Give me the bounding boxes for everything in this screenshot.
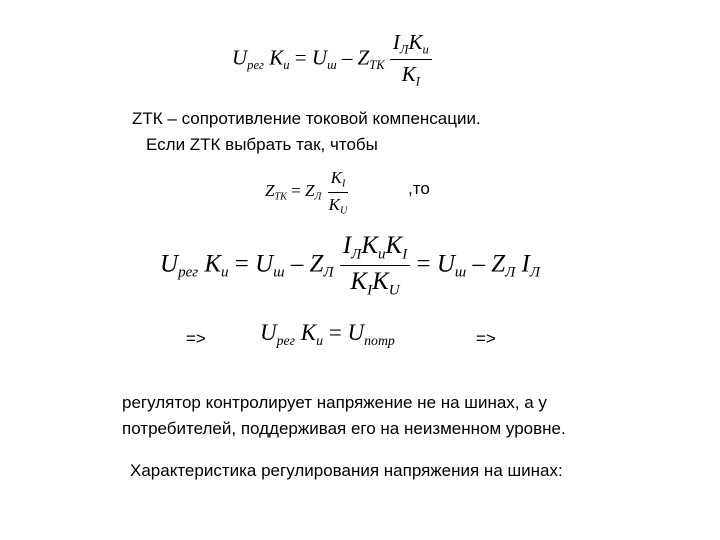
formula-regulator-equation: $U_{рег}$ $K_и = U_ш - Z_{TK}$ $\frac{I_ЛK_и}{K_I}$ [232, 30, 432, 90]
conclusion-text [122, 390, 566, 442]
conclusion-line: регулятор контролирует напряжение не на шинах, а у [122, 393, 547, 412]
formula-substitution: $U_{рег}$ $K_и = U_ш - Z_Л$ $\frac{I_ЛK_иK_I}{K_IK_U}$ = $U_ш - Z_Л$ $I_Л$ [160, 232, 541, 299]
fraction: $\frac{I_ЛK_иK_I}{K_IK_U}$ [340, 232, 410, 300]
definition-text [132, 106, 481, 158]
implies-arrow-left: => [186, 329, 206, 348]
implies-arrow-right: => [476, 329, 496, 348]
condition-line: Если ZТК выбрать так, чтобы [146, 135, 378, 154]
then-label: ,то [408, 179, 430, 198]
fraction: $\frac{K_I}{K_U}$ [328, 168, 348, 217]
conclusion-line: потребителей, поддерживая его на неизменном уровне. [122, 419, 566, 438]
formula-condition: $Z_{ТК} = Z_Л$ $\frac{K_I}{K_U}$ [265, 168, 350, 216]
definition-line: ZТК – сопротивление токовой компенсации. [132, 109, 481, 128]
fraction: $\frac{I_ЛK_и}{K_I}$ [390, 30, 432, 90]
formula-result: $U_{рег}$ $K_и = U_{потр}$ [260, 320, 395, 348]
section-caption: Характеристика регулирования напряжения на шинах: [130, 461, 563, 480]
